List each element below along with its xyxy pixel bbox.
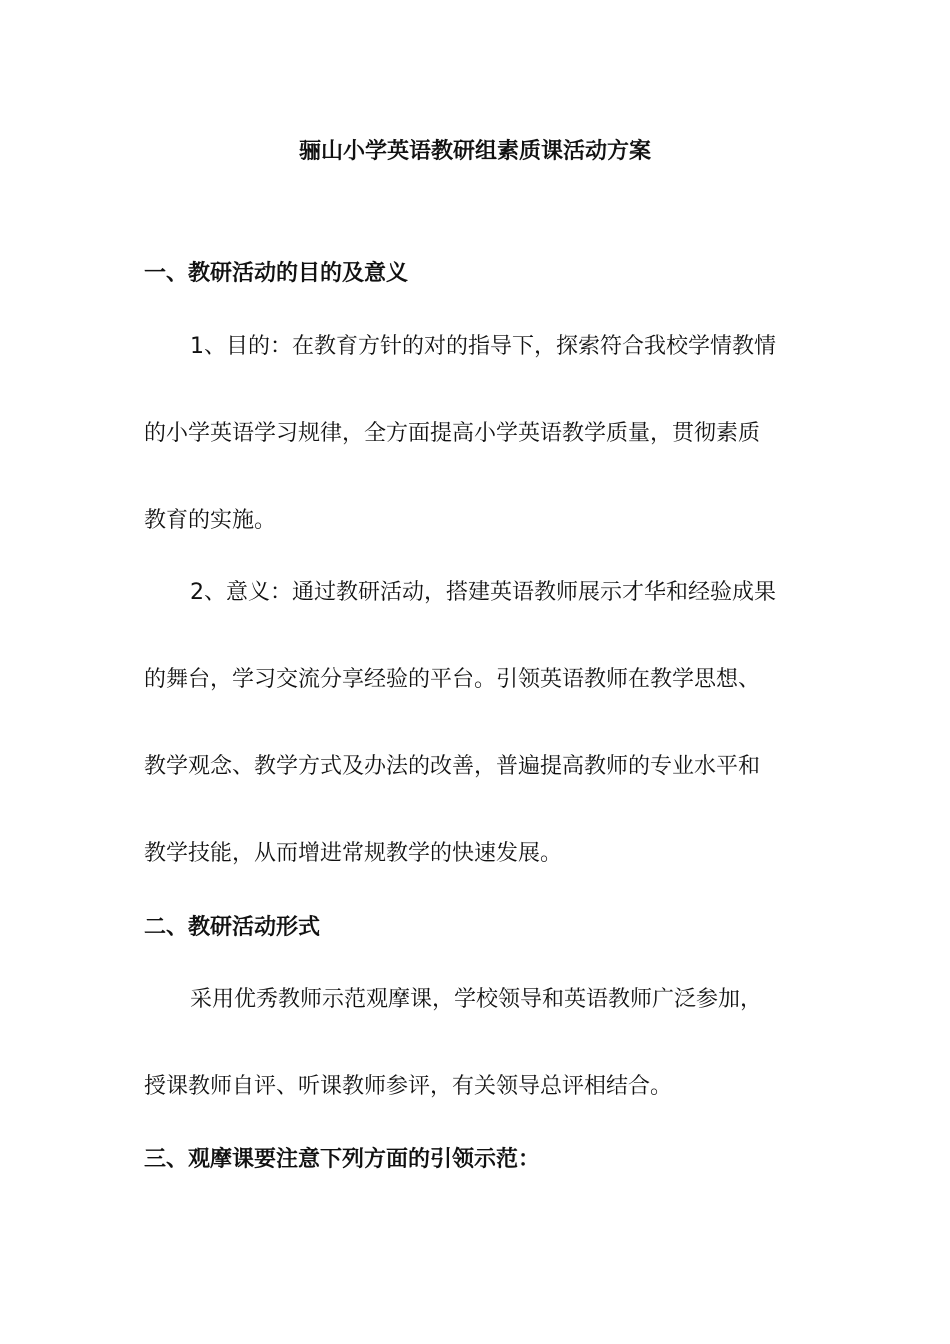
document-title: 骊山小学英语教研组素质课活动方案: [298, 139, 651, 164]
paragraph-line: 教育的实施。: [144, 508, 277, 533]
paragraph-line: 1、目的：在教育方针的对的指导下，探索符合我校学情教情: [190, 334, 776, 359]
section-heading-purpose: 一、教研活动的目的及意义: [144, 261, 409, 286]
paragraph-line: 2、意义：通过教研活动，搭建英语教师展示才华和经验成果: [190, 580, 776, 605]
section-heading-demonstration: 三、观摩课要注意下列方面的引领示范：: [144, 1147, 541, 1172]
paragraph-line: 的小学英语学习规律，全方面提高小学英语教学质量，贯彻素质: [144, 421, 761, 446]
paragraph-line: 教学技能，从而增进常规教学的快速发展。: [144, 841, 563, 866]
section-heading-format: 二、教研活动形式: [144, 915, 321, 940]
paragraph-line: 的舞台，学习交流分享经验的平台。引领英语教师在教学思想、: [144, 667, 761, 692]
paragraph-line: 教学观念、教学方式及办法的改善，普遍提高教师的专业水平和: [144, 754, 761, 779]
paragraph-line: 采用优秀教师示范观摩课，学校领导和英语教师广泛参加，: [190, 987, 763, 1012]
paragraph-line: 授课教师自评、听课教师参评，有关领导总评相结合。: [144, 1074, 673, 1099]
